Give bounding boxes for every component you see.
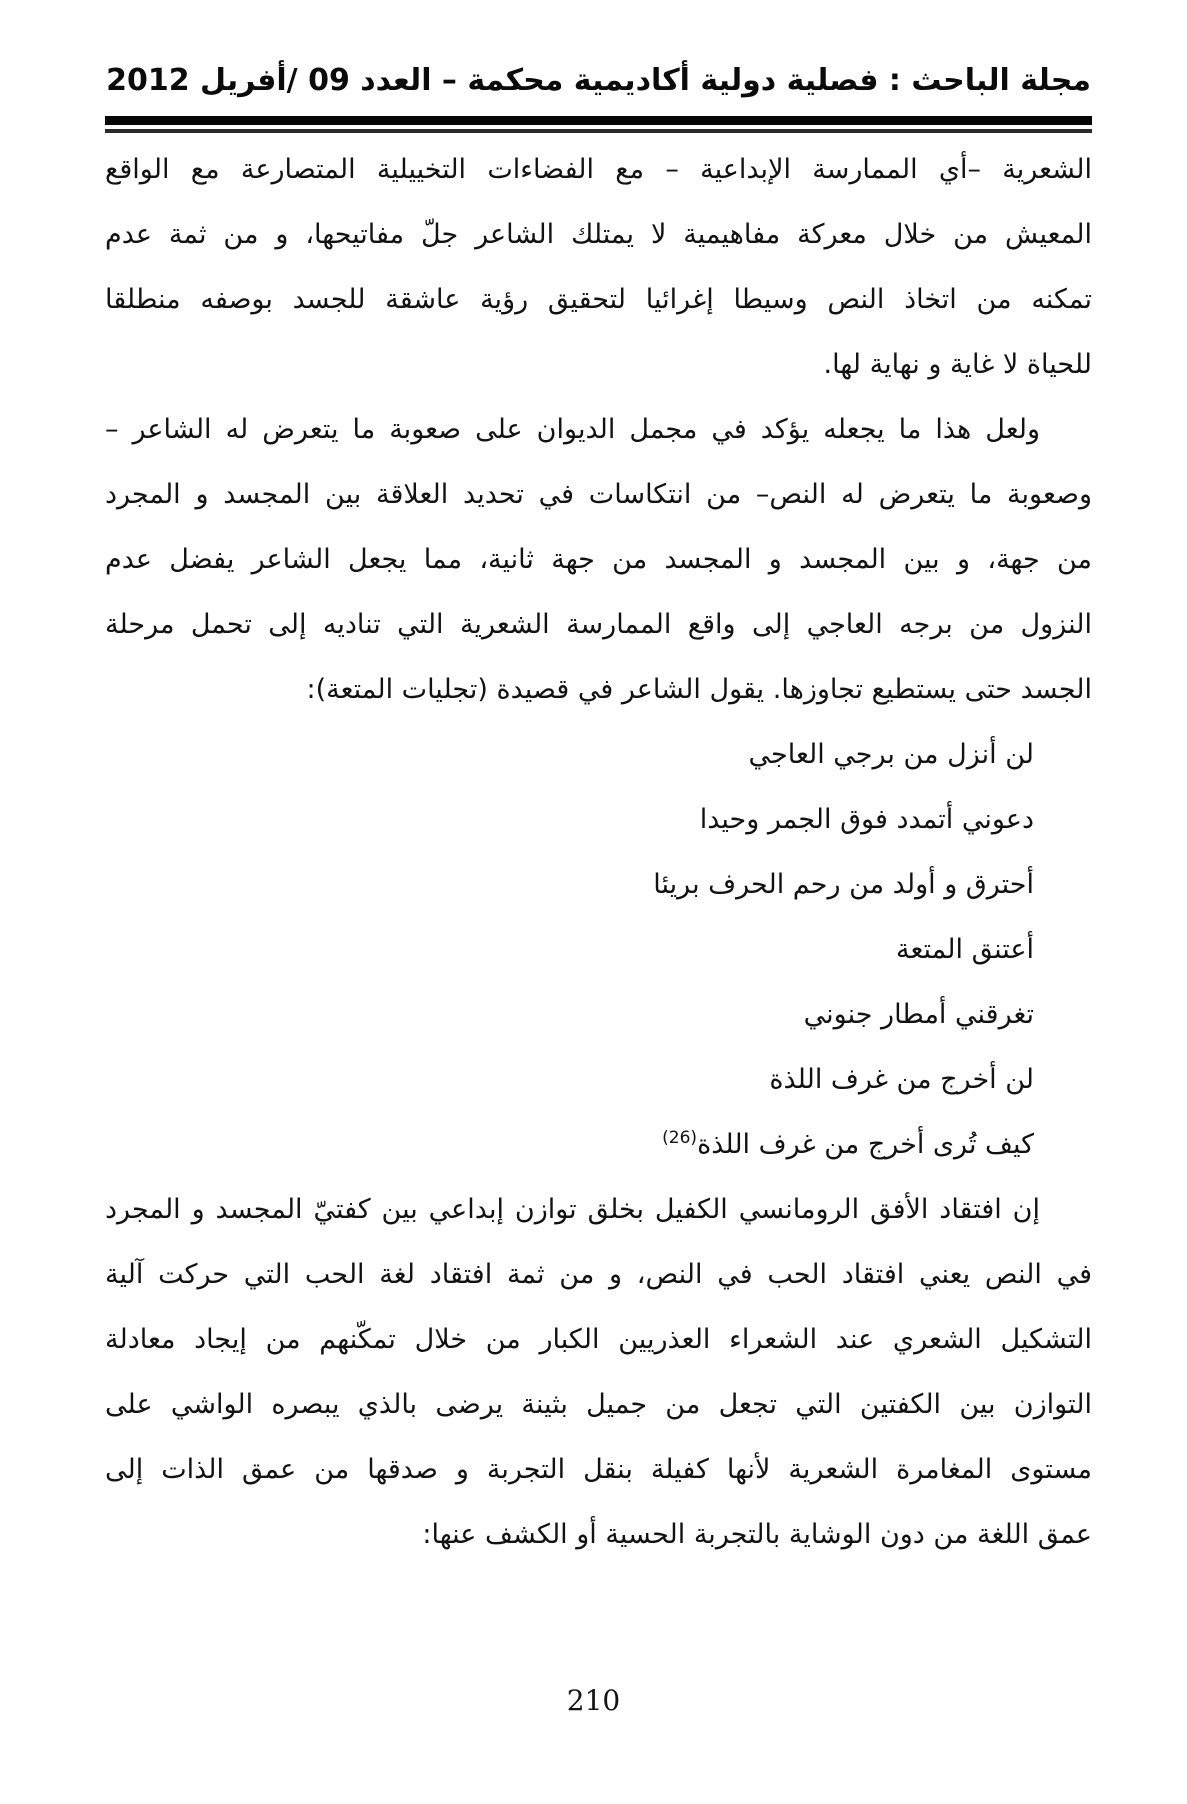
text-line: عمق اللغة من دون الوشاية بالتجربة الحسية أو الكشف عنها:: [422, 1519, 1092, 1550]
text-line: النزول من برجه العاجي إلى واقع الممارسة الشعرية التي تناديه إلى تحمل مرحلة: [105, 609, 1092, 640]
poem-line-text: كيف تُرى أخرج من غرف اللذة: [697, 1129, 1034, 1160]
paragraph-2: [105, 397, 1092, 722]
text-line: ولعل هذا ما يجعله يؤكد في مجمل الديوان على صعوبة ما يتعرض له الشاعر –: [105, 414, 1040, 445]
text-line: الشعرية –أي الممارسة الإبداعية – مع الفضاءات التخييلية المتصارعة مع الواقع: [105, 154, 1092, 185]
text-line: إن افتقاد الأفق الرومانسي الكفيل بخلق توازن إبداعي بين كفتيّ المجسد و المجرد: [105, 1194, 1040, 1225]
paragraph-1: [105, 137, 1092, 397]
journal-header: [105, 0, 1092, 104]
footnote-marker: (26): [662, 1128, 698, 1148]
text-line: للحياة لا غاية و نهاية لها.: [823, 349, 1092, 380]
page-number: 210: [566, 1684, 621, 1717]
text-line: الجسد حتى يستطيع تجاوزها. يقول الشاعر في قصيدة (تجليات المتعة):: [306, 674, 1092, 705]
poem-line: لن أخرج من غرف اللذة: [769, 1064, 1034, 1095]
poem-line: [105, 1112, 1092, 1177]
poem-line: لن أنزل من برجي العاجي: [748, 739, 1034, 770]
text-line: التوازن بين الكفتين التي تجعل من جميل بثينة يرضى بالذي يبصره الواشي على: [105, 1389, 1092, 1420]
text-line: من جهة، و بين المجسد و المجسد من جهة ثانية، مما يجعل الشاعر يفضل عدم: [105, 544, 1092, 575]
poem-line: أحترق و أولد من رحم الحرف بريئا: [653, 869, 1034, 900]
text-line: تمكنه من اتخاذ النص وسيطا إغرائيا لتحقيق رؤية عاشقة للجسد بوصفه منطلقا: [105, 284, 1092, 315]
text-line: مستوى المغامرة الشعرية لأنها كفيلة بنقل التجربة و صدقها من عمق الذات إلى: [105, 1454, 1092, 1485]
journal-header-text: مجلة الباحث : فصلية دولية أكاديمية محكمة – العدد 09 /أفريل 2012: [106, 63, 1091, 98]
text-column: [105, 0, 1092, 1567]
text-line: وصعوبة ما يتعرض له النص– من انتكاسات في تحديد العلاقة بين المجسد و المجرد: [105, 479, 1092, 510]
text-line: في النص يعني افتقاد الحب في النص، و من ثمة افتقاد لغة الحب التي حركت آلية: [105, 1259, 1092, 1290]
text-line: المعيش من خلال معركة مفاهيمية لا يمتلك الشاعر جلّ مفاتيحها، و من ثمة عدم: [105, 219, 1092, 250]
poem-block: [105, 722, 1092, 1177]
poem-line: دعوني أتمدد فوق الجمر وحيدا: [699, 804, 1034, 835]
text-line: التشكيل الشعري عند الشعراء العذريين الكبار من خلال تمكّنهم من إيجاد معادلة: [105, 1324, 1092, 1355]
poem-line: أعتنق المتعة: [896, 934, 1034, 965]
poem-line: تغرقني أمطار جنوني: [803, 999, 1034, 1030]
header-divider: [105, 116, 1092, 133]
body-text: [105, 137, 1092, 1567]
paragraph-3: [105, 1177, 1092, 1567]
page-footer: [0, 1684, 1187, 1717]
